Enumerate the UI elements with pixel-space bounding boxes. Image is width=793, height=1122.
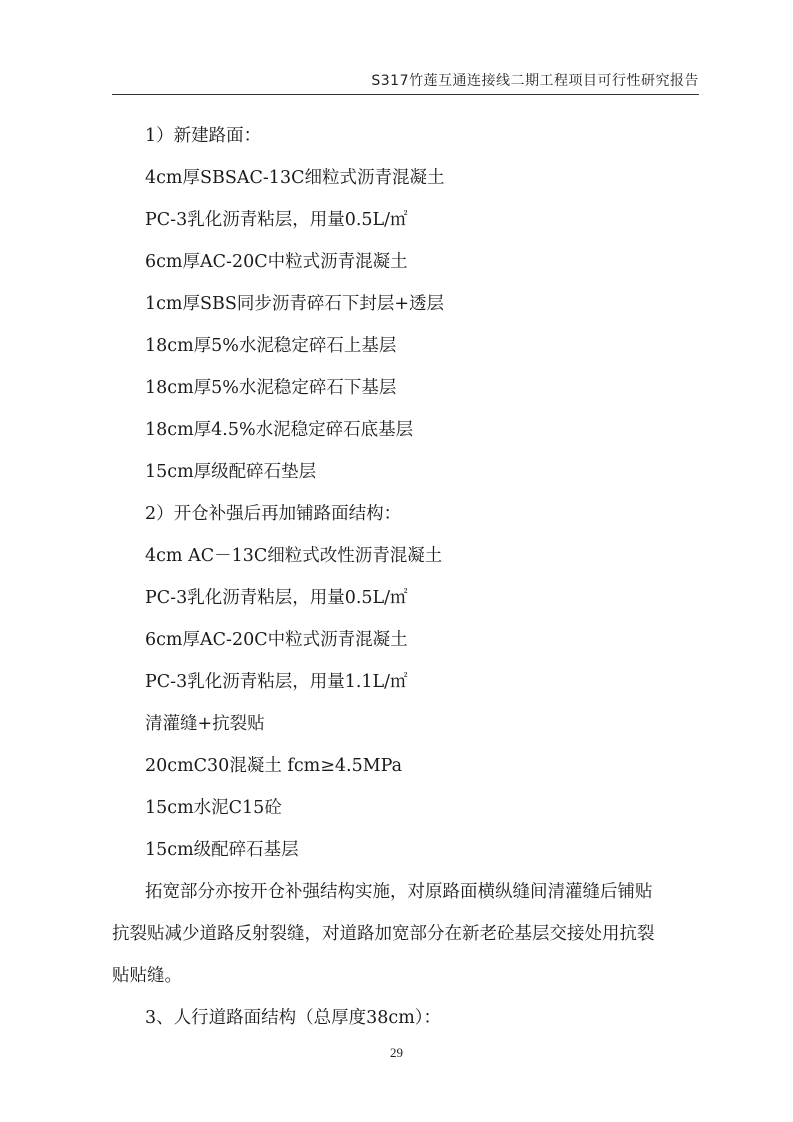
- section-2-item: 4cm AC－13C细粒式改性沥青混凝土: [145, 546, 443, 566]
- section-1-item: 1cm厚SBS同步沥青碎石下封层+透层: [145, 294, 445, 314]
- section-2-item: 15cm水泥C15砼: [145, 798, 282, 818]
- section-2-item: PC-3乳化沥青粘层，用量1.1L/㎡: [145, 672, 408, 692]
- section-1-item: 18cm厚5%水泥稳定碎石上基层: [145, 336, 397, 356]
- section-1-item: 4cm厚SBSAC-13C细粒式沥青混凝土: [145, 168, 445, 188]
- page-number: 29: [390, 1045, 403, 1060]
- section-1-item: PC-3乳化沥青粘层，用量0.5L/㎡: [145, 210, 408, 230]
- section-1-item: 18cm厚4.5%水泥稳定碎石底基层: [145, 420, 414, 440]
- section-2-item: PC-3乳化沥青粘层，用量0.5L/㎡: [145, 588, 408, 608]
- section-1-item: 15cm厚级配碎石垫层: [145, 462, 317, 482]
- section-3-heading: 3、人行道路面结构（总厚度38cm）：: [145, 1008, 442, 1028]
- section-1-item: 18cm厚5%水泥稳定碎石下基层: [145, 378, 397, 398]
- section-1-heading: 1）新建路面：: [145, 126, 262, 146]
- section-1-item: 6cm厚AC-20C中粒式沥青混凝土: [145, 252, 408, 272]
- paragraph-line: 贴贴缝。: [112, 966, 182, 986]
- section-2-heading: 2）开仓补强后再加铺路面结构：: [145, 504, 402, 524]
- section-2-item: 清灌缝+抗裂贴: [145, 714, 265, 734]
- section-2-item: 15cm级配碎石基层: [145, 840, 299, 860]
- section-2-item: 6cm厚AC-20C中粒式沥青混凝土: [145, 630, 408, 650]
- paragraph-line: 拓宽部分亦按开仓补强结构实施，对原路面横纵缝间清灌缝后铺贴: [145, 882, 653, 902]
- paragraph-line: 抗裂贴减少道路反射裂缝，对道路加宽部分在新老砼基层交接处用抗裂: [112, 924, 655, 944]
- running-header: S317竹莲互通连接线二期工程项目可行性研究报告: [371, 73, 699, 89]
- section-2-item: 20cmC30混凝土 fcm≥4.5MPa: [145, 756, 403, 776]
